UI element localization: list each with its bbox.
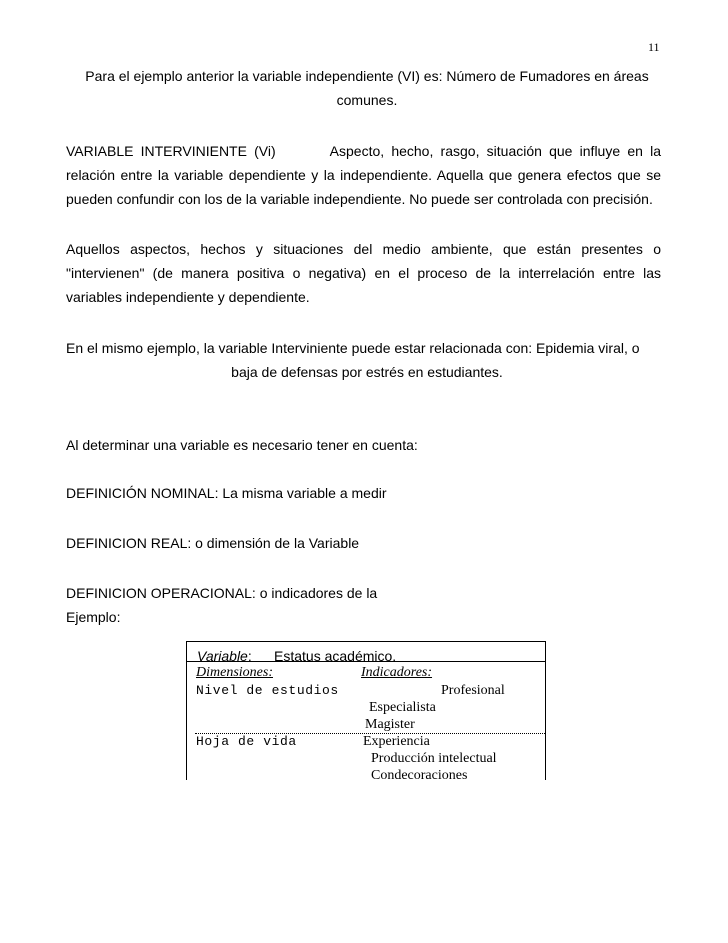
intervening-variable-definition: Aspecto, hecho, rasgo, situación que influye en la relación entre la variable dependiente y la independiente. Aquella que genera efectos que se pueden confundir con los de la variable independiente. No puede ser controlada con precisión. [66, 143, 661, 207]
paragraph-intervening-explanation: Aquellos aspectos, hechos y situaciones del medio ambiente, que están presentes o "intervienen" (de manera positiva o negativa) en el proceso de la interrelación entre las variables independiente y dependiente. [66, 241, 661, 305]
indicator-condecoraciones: Condecoraciones [371, 768, 468, 780]
indicator-profesional: Profesional [441, 683, 505, 698]
paragraph-intervening-variable [66, 139, 661, 211]
dimension-nivel-estudios: Nivel de estudios [196, 683, 339, 698]
paragraph-determine: Al determinar una variable es necesario tener en cuenta: [66, 437, 418, 453]
definition-operational: DEFINICION OPERACIONAL: o indicadores de la [66, 585, 378, 601]
table-divider [187, 661, 545, 662]
indicator-experiencia: Experiencia [363, 734, 430, 749]
indicator-produccion: Producción intelectual [371, 751, 497, 766]
indicators-header: Indicadores: [361, 665, 433, 680]
intervening-variable-heading: VARIABLE INTERVINIENTE (Vi) [66, 143, 276, 159]
paragraph-example-line1: En el mismo ejemplo, la variable Interviniente puede estar relacionada con: Epidemia viral, o [66, 340, 640, 356]
indicator-especialista: Especialista [369, 700, 436, 715]
paragraph-example-line2: baja de defensas por estrés en estudiantes. [231, 364, 503, 380]
dimension-hoja-de-vida: Hoja de vida [196, 734, 297, 749]
variable-value: Estatus académico. [274, 648, 397, 664]
paragraph-independent-variable: Para el ejemplo anterior la variable independiente (VI) es: Número de Fumadores en áreas comunes. [85, 68, 649, 108]
definition-nominal: DEFINICIÓN NOMINAL: La misma variable a medir [66, 485, 387, 501]
variable-label-row: Variable: [197, 648, 252, 664]
page-number: 11 [648, 40, 660, 54]
indicator-magister: Magister [365, 717, 415, 732]
dimensions-header: Dimensiones: [196, 665, 273, 680]
definition-real: DEFINICION REAL: o dimensión de la Variable [66, 535, 360, 551]
variable-label: Variable [197, 648, 248, 664]
example-label: Ejemplo: [66, 609, 121, 625]
variable-table [186, 641, 546, 780]
